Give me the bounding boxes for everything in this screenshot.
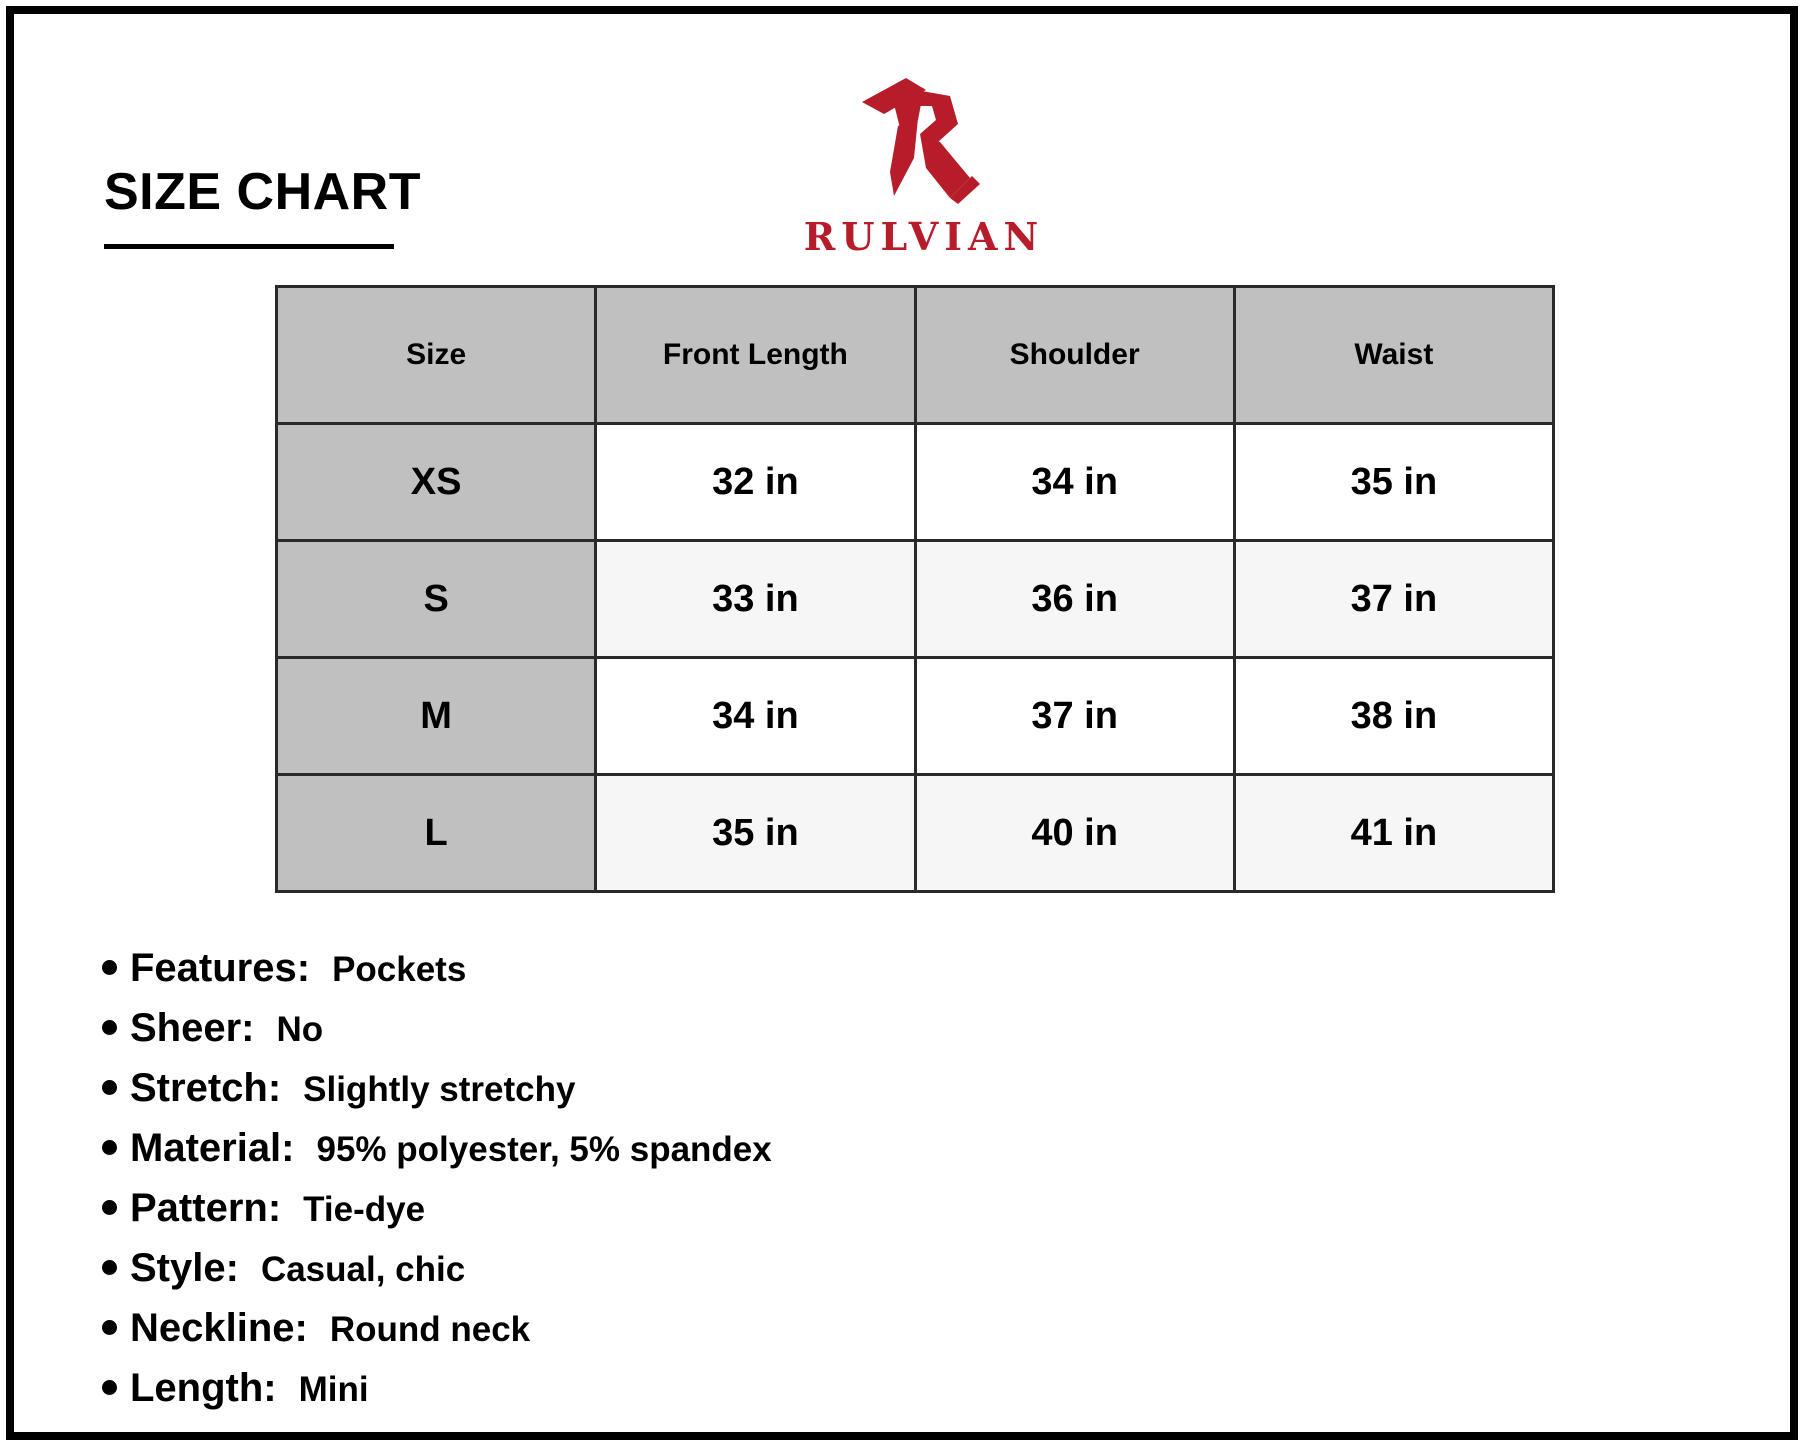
bullet-icon xyxy=(102,1260,117,1275)
brand-logo xyxy=(794,76,1054,266)
waist-cell: 37 in xyxy=(1234,541,1553,658)
shoulder-cell: 36 in xyxy=(915,541,1234,658)
size-cell: M xyxy=(277,658,596,775)
header-shoulder: Shoulder xyxy=(915,287,1234,424)
list-item xyxy=(102,1306,772,1366)
page-frame xyxy=(6,6,1798,1440)
list-item xyxy=(102,1186,772,1246)
feature-value: Casual, chic xyxy=(260,1250,466,1289)
feature-value: Round neck xyxy=(329,1310,531,1349)
front-length-cell: 35 in xyxy=(596,775,915,892)
feature-list xyxy=(102,946,772,1426)
feature-label: Features: xyxy=(130,946,311,990)
shoulder-cell: 34 in xyxy=(915,424,1234,541)
bullet-icon xyxy=(102,1200,117,1215)
feature-value: Pockets xyxy=(332,950,467,989)
header-front-length: Front Length xyxy=(596,287,915,424)
table-row xyxy=(277,541,1554,658)
brand-monogram-icon xyxy=(854,76,994,216)
feature-value: Slightly stretchy xyxy=(303,1070,576,1109)
feature-label: Style: xyxy=(130,1246,239,1290)
shoulder-cell: 40 in xyxy=(915,775,1234,892)
feature-label: Length: xyxy=(130,1366,277,1410)
list-item xyxy=(102,1366,772,1426)
feature-value: 95% polyester, 5% spandex xyxy=(316,1130,772,1169)
table-header-row xyxy=(277,287,1554,424)
bullet-icon xyxy=(102,960,117,975)
title-underline xyxy=(104,244,394,249)
feature-label: Sheer: xyxy=(130,1006,255,1050)
feature-label: Stretch: xyxy=(130,1066,282,1110)
bullet-icon xyxy=(102,1320,117,1335)
bullet-icon xyxy=(102,1020,117,1035)
feature-value: Tie-dye xyxy=(303,1190,426,1229)
size-cell: XS xyxy=(277,424,596,541)
waist-cell: 35 in xyxy=(1234,424,1553,541)
bullet-icon xyxy=(102,1140,117,1155)
table-row xyxy=(277,424,1554,541)
size-cell: L xyxy=(277,775,596,892)
list-item xyxy=(102,1066,772,1126)
page-title: SIZE CHART xyxy=(104,163,421,221)
feature-value: No xyxy=(276,1010,324,1049)
size-cell: S xyxy=(277,541,596,658)
feature-label: Neckline: xyxy=(130,1306,308,1350)
front-length-cell: 32 in xyxy=(596,424,915,541)
list-item xyxy=(102,1246,772,1306)
feature-label: Pattern: xyxy=(130,1186,282,1230)
list-item xyxy=(102,1126,772,1186)
table-row xyxy=(277,658,1554,775)
feature-value: Mini xyxy=(298,1370,369,1409)
feature-label: Material: xyxy=(130,1126,295,1170)
size-table xyxy=(275,285,1555,893)
bullet-icon xyxy=(102,1080,117,1095)
waist-cell: 41 in xyxy=(1234,775,1553,892)
front-length-cell: 33 in xyxy=(596,541,915,658)
brand-name: RULVIAN xyxy=(803,214,1045,259)
list-item xyxy=(102,1006,772,1066)
shoulder-cell: 37 in xyxy=(915,658,1234,775)
header-size: Size xyxy=(277,287,596,424)
header-waist: Waist xyxy=(1234,287,1553,424)
list-item xyxy=(102,946,772,1006)
table-row xyxy=(277,775,1554,892)
front-length-cell: 34 in xyxy=(596,658,915,775)
waist-cell: 38 in xyxy=(1234,658,1553,775)
bullet-icon xyxy=(102,1380,117,1395)
